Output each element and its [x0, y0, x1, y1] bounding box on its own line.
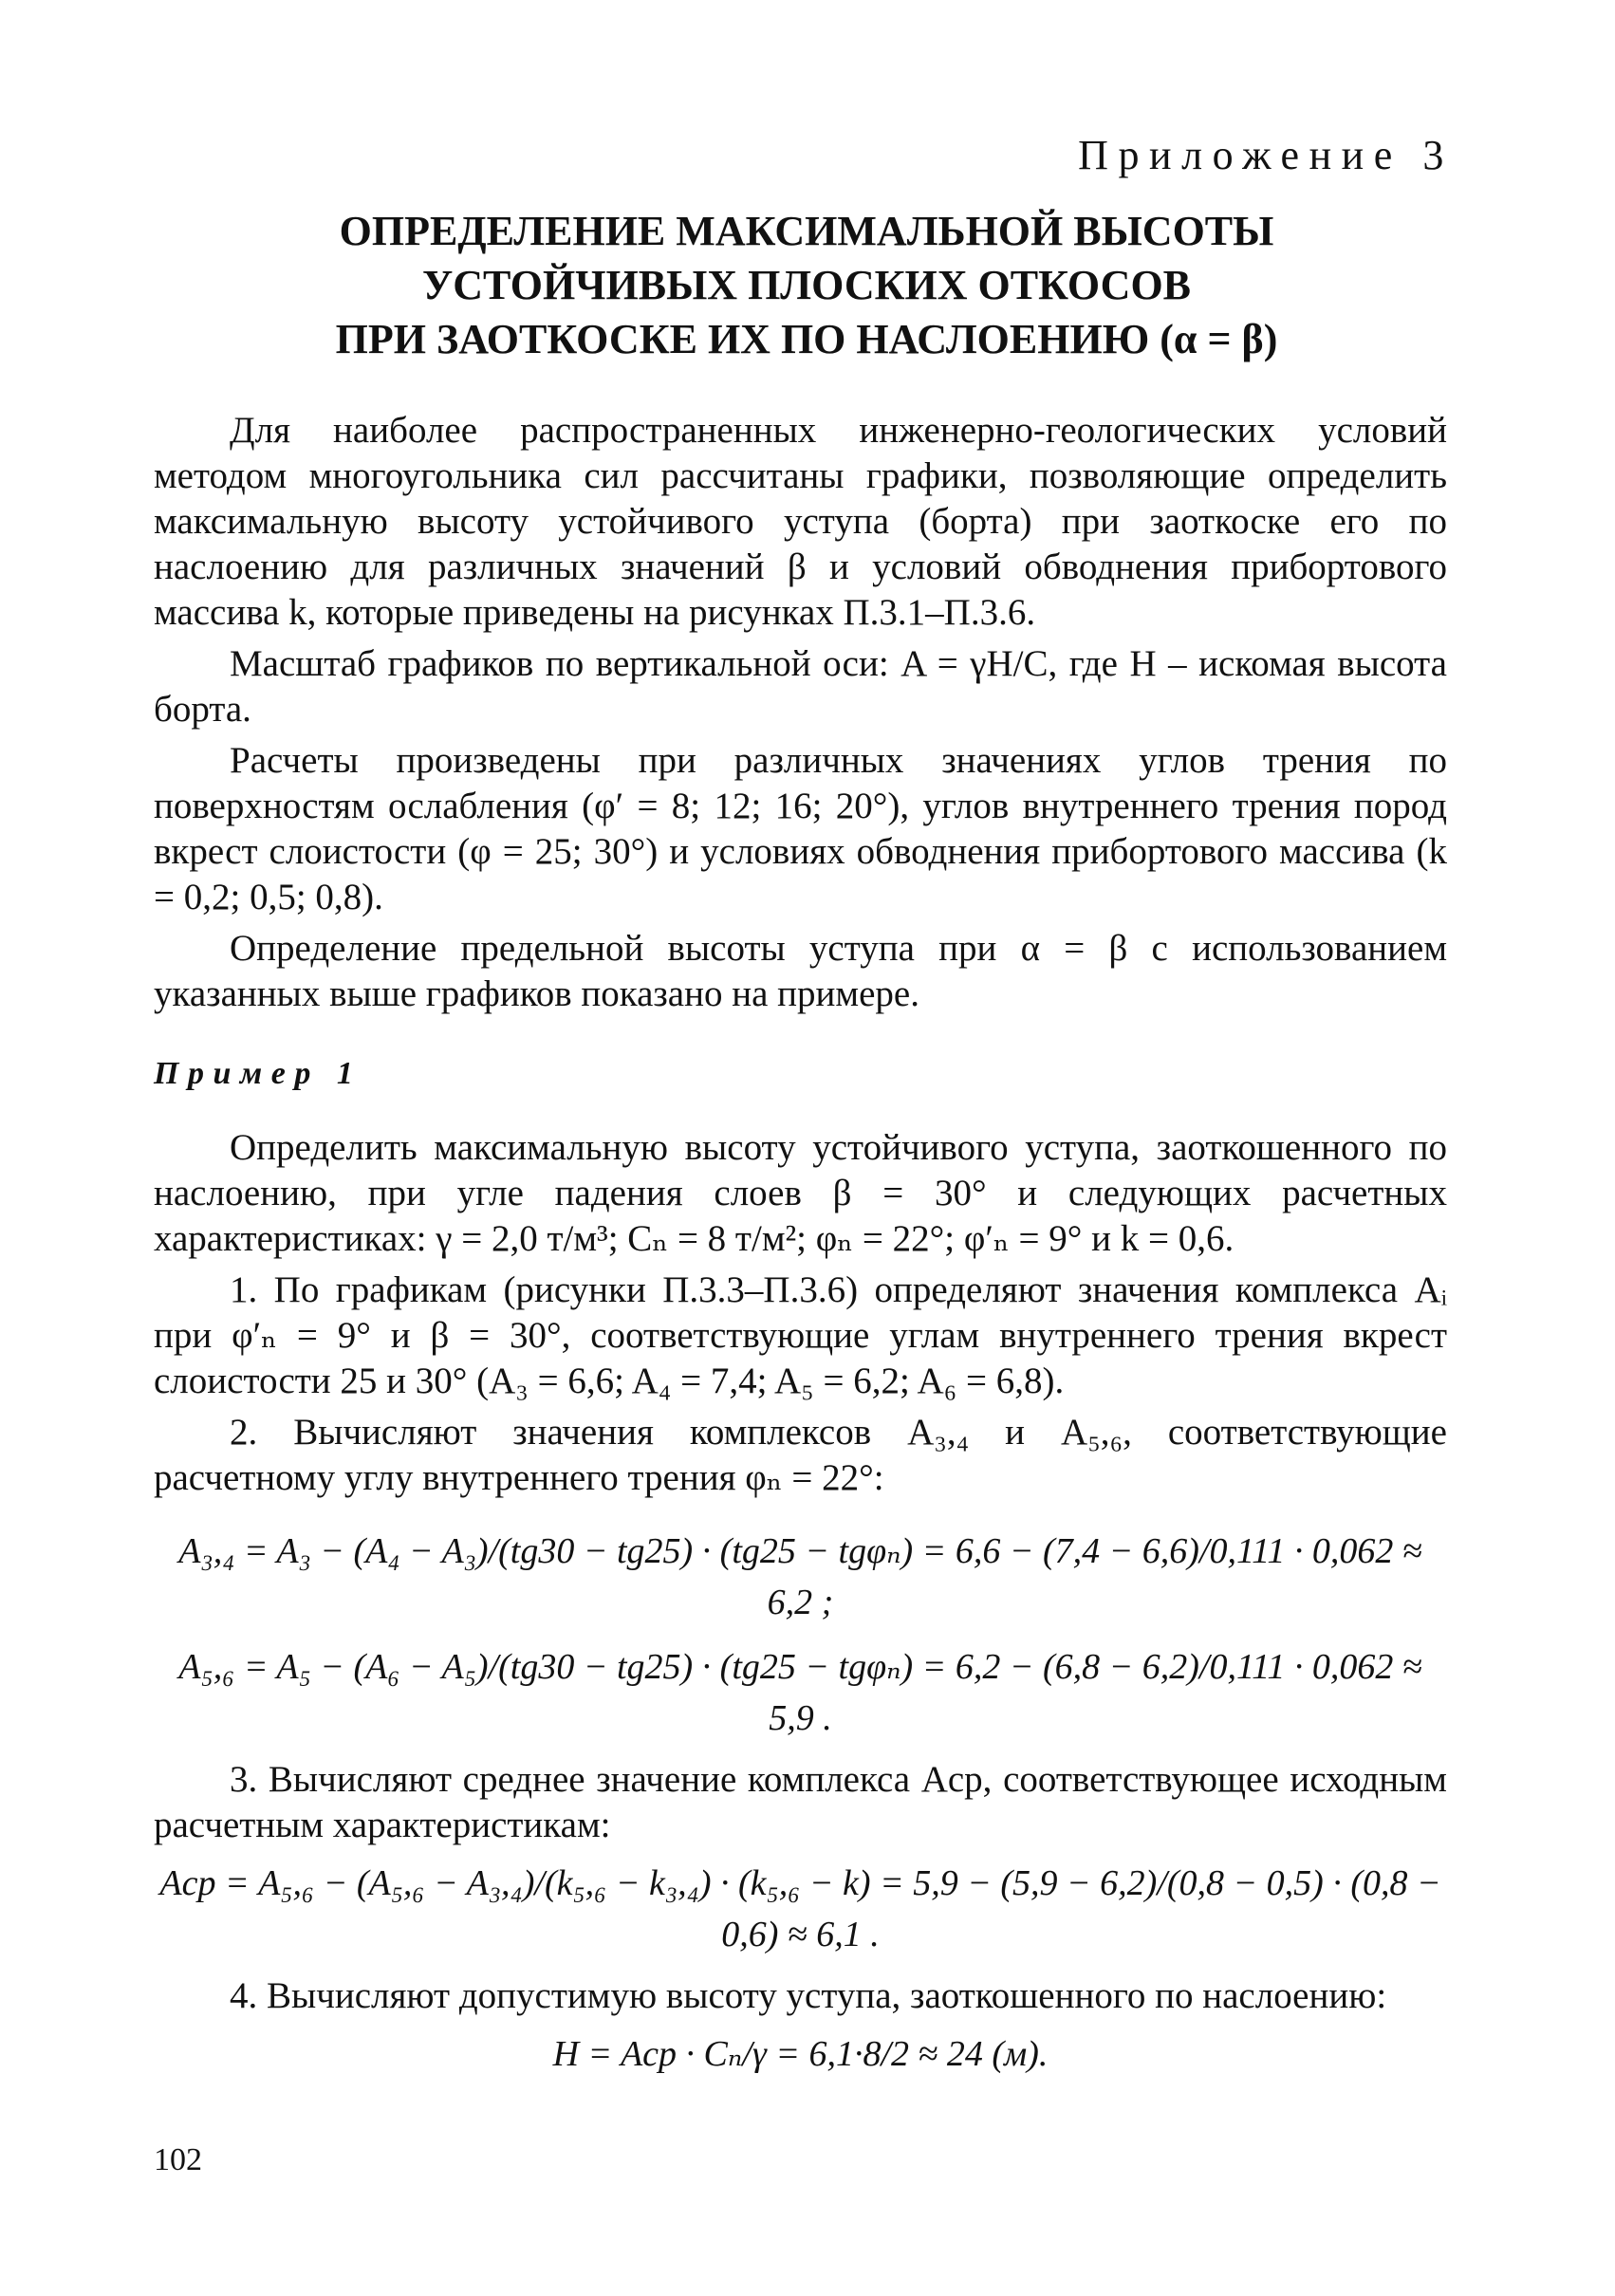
- step-1: 1. По графикам (рисунки П.3.3–П.3.6) определяют значения комплекса Aᵢ при φ′ₙ = 9° и β = 30°, соответствующие углам внутреннего трения вкрест слоистости 25 и 30° (A₃ = 6,6; A₄ = 7,4; A₅ = 6,2; A₆ = 6,8).: [154, 1269, 1447, 1401]
- equation-a56: A₅,₆ = A₅ − (A₆ − A₅)/(tg30 − tg25) · (tg25 − tgφₙ) = 6,2 − (6,8 − 6,2)/0,111 · 0,062 ≈ 5,9 .: [178, 1647, 1422, 1738]
- paragraph-scale: Масштаб графиков по вертикальной оси: A = γH/C, где H – искомая высота борта.: [154, 643, 1447, 730]
- title-line-3: ПРИ ЗАОТКОСКЕ ИХ ПО НАСЛОЕНИЮ (α = β): [335, 316, 1278, 362]
- title-line-1: ОПРЕДЕЛЕНИЕ МАКСИМАЛЬНОЙ ВЫСОТЫ: [339, 208, 1274, 254]
- equation-acp: Aср = A₅,₆ − (A₅,₆ − A₃,₄)/(k₅,₆ − k₃,₄) · (k₅,₆ − k) = 5,9 − (5,9 − 6,2)/(0,8 − 0,5) · (0,8 − 0,6) ≈ 6,1 .: [159, 1863, 1441, 1954]
- page-number: 102: [154, 2142, 202, 2177]
- page-title: [152, 204, 1461, 366]
- step-2: 2. Вычисляют значения комплексов A₃,₄ и A₅,₆, соответствующие расчетному углу внутреннего трения φₙ = 22°:: [154, 1412, 1447, 1498]
- step-3: 3. Вычисляют среднее значение комплекса Aср, соответствующее исходным расчетным характеристикам:: [154, 1759, 1447, 1845]
- equation-a34: A₃,₄ = A₃ − (A₄ − A₃)/(tg30 − tg25) · (tg25 − tgφₙ) = 6,6 − (7,4 − 6,6)/0,111 · 0,062 ≈ 6,2 ;: [178, 1531, 1422, 1622]
- document-body: [154, 408, 1447, 2093]
- appendix-label: Приложение 3: [1078, 132, 1454, 178]
- step-4: 4. Вычисляют допустимую высоту уступа, заоткошенного по наслоению:: [230, 1975, 1387, 2016]
- paragraph-method: Определение предельной высоты уступа при α = β с использованием указанных выше графиков показано на примере.: [154, 928, 1447, 1014]
- paragraph-intro: Для наиболее распространенных инженерно-геологических условий методом многоугольника сил рассчитаны графики, позволяющие определить максимальную высоту устойчивого уступа (борта) при заоткоске его по наслоению для различных значений β и условий обводнения прибортового массива k, которые приведены на рисунках П.3.1–П.3.6.: [154, 410, 1447, 633]
- title-line-2: УСТОЙЧИВЫХ ПЛОСКИХ ОТКОСОВ: [421, 262, 1192, 308]
- example-intro: Определить максимальную высоту устойчивого уступа, заоткошенного по наслоению, при угле падения слоев β = 30° и следующих расчетных характеристиках: γ = 2,0 т/м³; Cₙ = 8 т/м²; φₙ = 22°; φ′ₙ = 9° и k = 0,6.: [154, 1127, 1447, 1259]
- example-heading: Пример 1: [154, 1056, 362, 1091]
- equation-height: H = Aср · Cₙ/γ = 6,1·8/2 ≈ 24 (м).: [552, 2034, 1049, 2074]
- paragraph-calculations: Расчеты произведены при различных значениях углов трения по поверхностям ослабления (φ′ = 8; 12; 16; 20°), углов внутреннего трения пород вкрест слоистости (φ = 25; 30°) и условиях обводнения прибортового массива (k = 0,2; 0,5; 0,8).: [154, 740, 1447, 917]
